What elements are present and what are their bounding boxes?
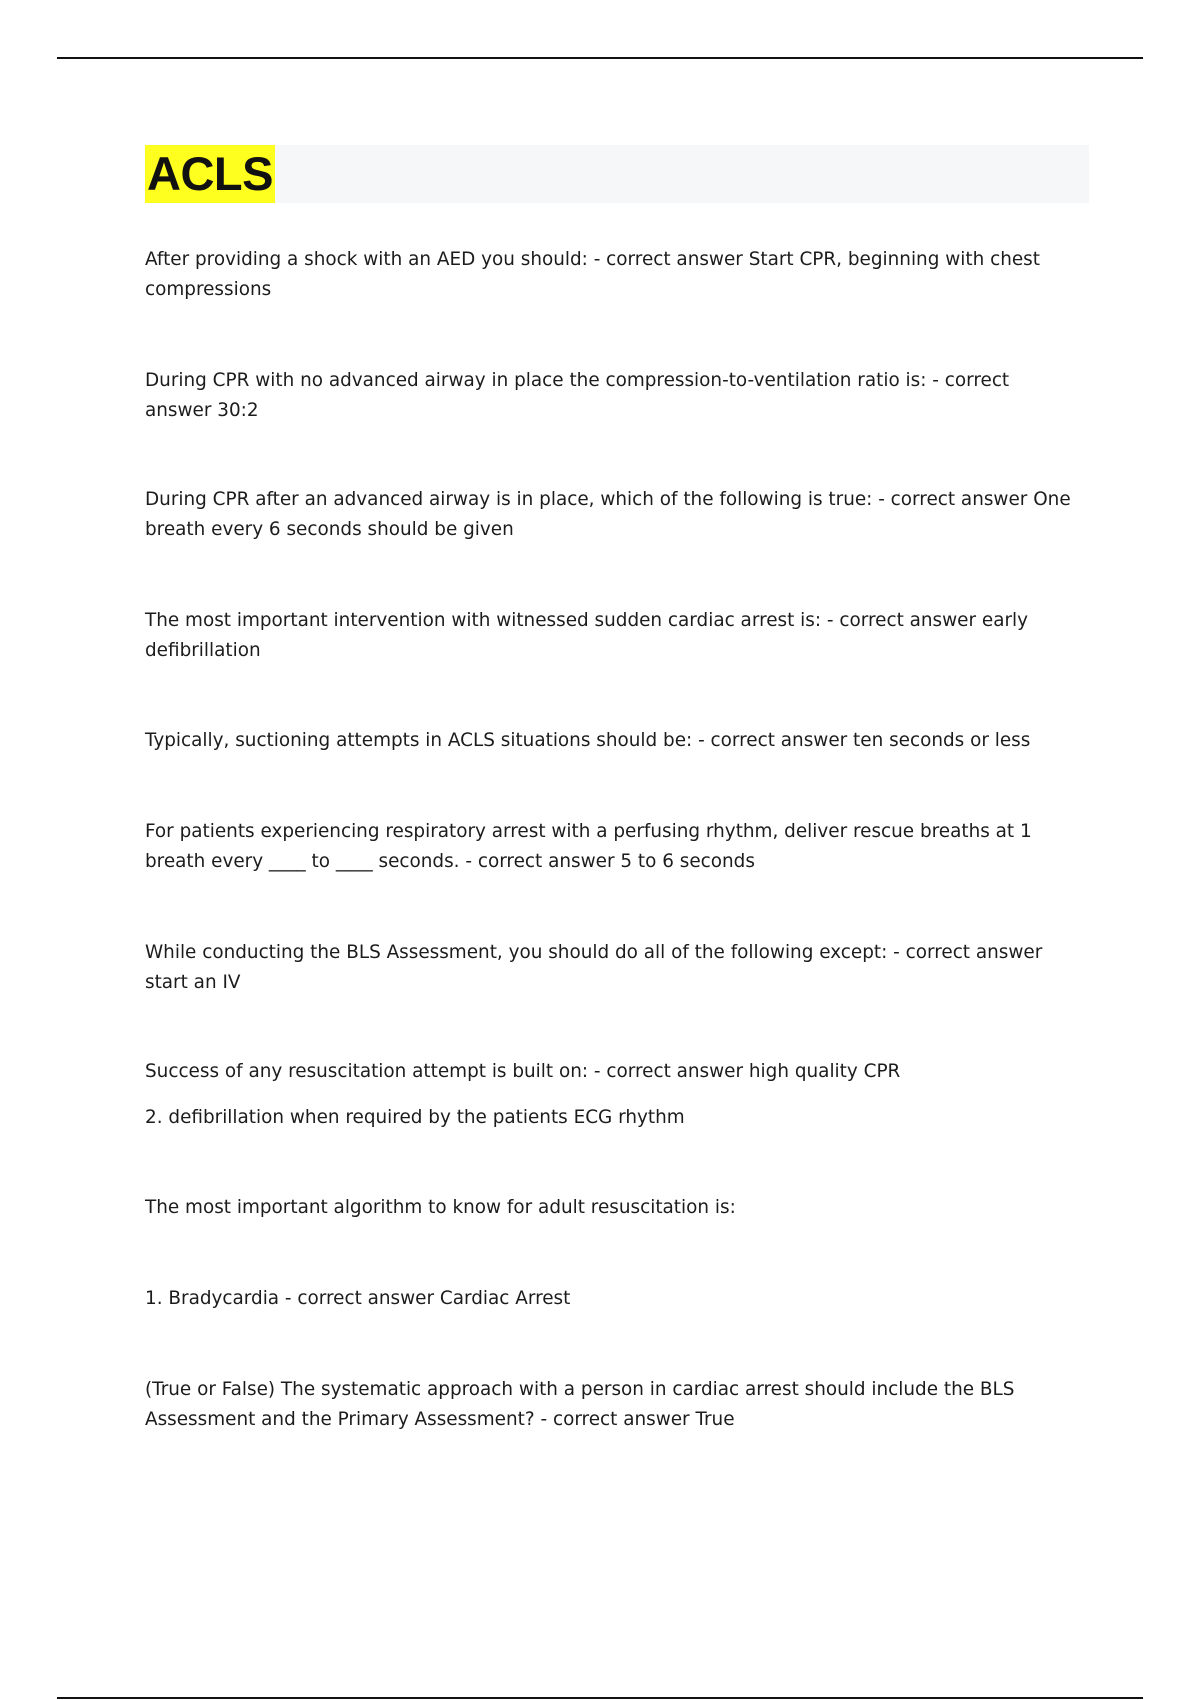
qa-paragraph-8: Success of any resuscitation attempt is built on: - correct answer high quality CPR (145, 1061, 901, 1082)
document-title: ACLS (145, 145, 275, 203)
qa-paragraph-1: After providing a shock with an AED you should: - correct answer Start CPR, beginning with chest compressions (145, 249, 1040, 300)
qa-paragraph-6: For patients experiencing respiratory arrest with a perfusing rhythm, deliver rescue breaths at 1 breath every ____ to ____ seconds. - correct answer 5 to 6 seconds (145, 821, 1032, 872)
qa-paragraph-9: 2. defibrillation when required by the patients ECG rhythm (145, 1107, 685, 1128)
bottom-rule (57, 1697, 1143, 1699)
title-band (145, 145, 1089, 203)
qa-paragraph-3: During CPR after an advanced airway is in place, which of the following is true: - correct answer One breath every 6 seconds should be given (145, 489, 1071, 540)
qa-paragraph-12: (True or False) The systematic approach with a person in cardiac arrest should include the BLS Assessment and the Primary Assessment? - correct answer True (145, 1379, 1015, 1430)
qa-paragraph-5: Typically, suctioning attempts in ACLS situations should be: - correct answer ten seconds or less (145, 730, 1031, 751)
top-rule (57, 57, 1143, 59)
qa-paragraph-4: The most important intervention with witnessed sudden cardiac arrest is: - correct answer early defibrillation (145, 610, 1029, 661)
qa-paragraph-2: During CPR with no advanced airway in place the compression-to-ventilation ratio is: - correct answer 30:2 (145, 370, 1010, 421)
qa-paragraph-11: 1. Bradycardia - correct answer Cardiac Arrest (145, 1288, 571, 1309)
qa-paragraph-7: While conducting the BLS Assessment, you should do all of the following except: - correct answer start an IV (145, 942, 1043, 993)
qa-paragraph-10: The most important algorithm to know for adult resuscitation is: (145, 1197, 736, 1218)
